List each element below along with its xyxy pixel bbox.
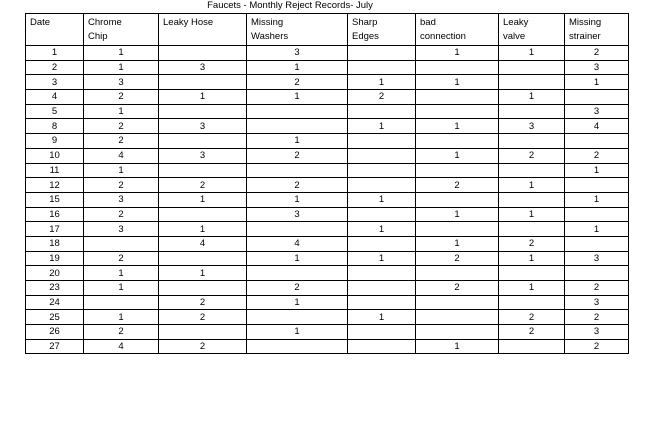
count-cell[interactable] [499,192,565,207]
count-cell[interactable]: 2 [348,90,416,105]
count-cell[interactable]: 3 [565,104,629,119]
date-cell[interactable]: 16 [26,207,84,222]
column-header-line: bad [420,17,436,28]
count-cell[interactable]: 1 [84,60,159,75]
count-cell[interactable] [416,325,499,340]
count-cell[interactable] [416,295,499,310]
count-cell[interactable]: 1 [416,236,499,251]
count-cell[interactable] [416,134,499,149]
column-header-line: Chrome [88,17,122,28]
count-cell[interactable] [348,281,416,296]
count-cell[interactable]: 1 [348,310,416,325]
count-cell[interactable]: 1 [416,148,499,163]
column-header[interactable] [159,14,247,46]
table-row [26,60,629,75]
count-cell[interactable] [348,178,416,193]
header-row [26,14,629,46]
count-cell[interactable] [565,134,629,149]
count-cell[interactable]: 1 [159,266,247,281]
count-cell[interactable]: 3 [159,60,247,75]
count-cell[interactable]: 3 [159,119,247,134]
count-cell[interactable] [348,295,416,310]
count-cell[interactable] [499,75,565,90]
count-cell[interactable]: 2 [565,148,629,163]
column-header-line [163,30,246,44]
count-cell[interactable] [348,163,416,178]
count-cell[interactable] [416,104,499,119]
count-cell[interactable]: 4 [159,236,247,251]
count-cell[interactable]: 3 [565,325,629,340]
count-cell[interactable]: 1 [84,46,159,61]
count-cell[interactable] [348,325,416,340]
count-cell[interactable]: 3 [499,119,565,134]
date-cell[interactable]: 20 [26,266,84,281]
count-cell[interactable]: 3 [84,75,159,90]
column-header[interactable] [348,14,416,46]
count-cell[interactable]: 3 [565,295,629,310]
count-cell[interactable]: 1 [499,207,565,222]
count-cell[interactable] [348,46,416,61]
date-cell[interactable]: 9 [26,134,84,149]
table-row [26,75,629,90]
column-header[interactable] [247,14,348,46]
count-cell[interactable] [159,163,247,178]
count-cell[interactable]: 1 [247,90,348,105]
count-cell[interactable] [348,60,416,75]
count-cell[interactable] [159,104,247,119]
count-cell[interactable]: 1 [565,222,629,237]
date-cell[interactable]: 1 [26,46,84,61]
count-cell[interactable] [499,295,565,310]
date-cell[interactable]: 4 [26,90,84,105]
table-row [26,90,629,105]
count-cell[interactable]: 1 [348,119,416,134]
column-header[interactable] [499,14,565,46]
count-cell[interactable] [416,90,499,105]
date-cell[interactable]: 25 [26,310,84,325]
table-row [26,207,629,222]
sheet-title: Faucets - Monthly Reject Records- July [207,0,373,11]
count-cell[interactable]: 3 [247,46,348,61]
column-header[interactable] [26,14,84,46]
count-cell[interactable]: 3 [159,148,247,163]
count-cell[interactable]: 1 [159,90,247,105]
count-cell[interactable] [247,104,348,119]
table-row [26,236,629,251]
column-header-line: Missing [251,17,284,28]
count-cell[interactable] [499,266,565,281]
column-header-line [30,30,83,44]
column-header-line: Edges [352,31,379,42]
count-cell[interactable]: 2 [159,178,247,193]
count-cell[interactable] [416,192,499,207]
date-cell[interactable]: 8 [26,119,84,134]
column-header-line: strainer [569,31,601,42]
count-cell[interactable]: 1 [348,192,416,207]
count-cell[interactable]: 2 [499,325,565,340]
count-cell[interactable]: 1 [499,178,565,193]
column-header[interactable] [416,14,499,46]
count-cell[interactable] [84,295,159,310]
table-row [26,163,629,178]
count-cell[interactable]: 2 [499,148,565,163]
count-cell[interactable]: 4 [565,119,629,134]
column-header[interactable] [565,14,629,46]
count-cell[interactable] [499,222,565,237]
column-header-line: Sharp [352,17,378,28]
date-cell[interactable]: 17 [26,222,84,237]
count-cell[interactable]: 2 [565,46,629,61]
table-row [26,104,629,119]
column-header-line: connection [420,31,466,42]
count-cell[interactable]: 1 [84,310,159,325]
count-cell[interactable]: 4 [247,236,348,251]
count-cell[interactable] [499,134,565,149]
table-row [26,281,629,296]
count-cell[interactable]: 2 [416,281,499,296]
count-cell[interactable] [416,310,499,325]
count-cell[interactable]: 2 [247,75,348,90]
count-cell[interactable] [247,222,348,237]
count-cell[interactable]: 3 [84,222,159,237]
count-cell[interactable]: 2 [416,251,499,266]
table-row [26,251,629,266]
column-header[interactable] [84,14,159,46]
count-cell[interactable]: 2 [247,178,348,193]
count-cell[interactable] [348,207,416,222]
count-cell[interactable]: 2 [247,148,348,163]
count-cell[interactable]: 2 [159,310,247,325]
count-cell[interactable]: 2 [499,236,565,251]
count-cell[interactable]: 3 [84,192,159,207]
column-header-line: Chip [88,31,108,42]
count-cell[interactable]: 1 [565,163,629,178]
count-cell[interactable]: 2 [84,134,159,149]
table-row [26,310,629,325]
count-cell[interactable]: 1 [416,46,499,61]
count-cell[interactable]: 1 [159,222,247,237]
date-cell[interactable]: 15 [26,192,84,207]
table-row [26,192,629,207]
column-header-line: Leaky Hose [163,17,214,28]
count-cell[interactable] [247,339,348,354]
date-cell[interactable]: 2 [26,60,84,75]
count-cell[interactable] [247,163,348,178]
count-cell[interactable] [416,163,499,178]
count-cell[interactable] [84,236,159,251]
count-cell[interactable]: 1 [247,60,348,75]
count-cell[interactable] [565,236,629,251]
count-cell[interactable]: 1 [348,222,416,237]
date-cell[interactable]: 19 [26,251,84,266]
count-cell[interactable]: 2 [159,339,247,354]
count-cell[interactable] [247,266,348,281]
table-row [26,266,629,281]
count-cell[interactable] [348,134,416,149]
count-cell[interactable] [499,104,565,119]
count-cell[interactable]: 2 [247,281,348,296]
date-cell[interactable]: 11 [26,163,84,178]
count-cell[interactable]: 2 [499,310,565,325]
count-cell[interactable]: 1 [416,75,499,90]
count-cell[interactable] [348,266,416,281]
column-header-line: Missing [569,17,602,28]
count-cell[interactable]: 2 [84,325,159,340]
table-row [26,134,629,149]
table-row [26,178,629,193]
table-row [26,222,629,237]
count-cell[interactable]: 2 [159,295,247,310]
count-cell[interactable]: 1 [348,75,416,90]
count-cell[interactable] [159,281,247,296]
date-cell[interactable]: 10 [26,148,84,163]
count-cell[interactable] [565,266,629,281]
count-cell[interactable]: 1 [247,295,348,310]
date-cell[interactable]: 18 [26,236,84,251]
count-cell[interactable]: 1 [499,251,565,266]
count-cell[interactable]: 1 [247,192,348,207]
count-cell[interactable] [565,90,629,105]
count-cell[interactable]: 3 [565,251,629,266]
date-cell[interactable]: 24 [26,295,84,310]
count-cell[interactable] [348,148,416,163]
count-cell[interactable]: 4 [84,339,159,354]
count-cell[interactable]: 2 [84,90,159,105]
count-cell[interactable] [159,46,247,61]
table-row [26,46,629,61]
count-cell[interactable]: 1 [499,90,565,105]
count-cell[interactable] [159,207,247,222]
date-cell[interactable]: 5 [26,104,84,119]
date-cell[interactable]: 12 [26,178,84,193]
count-cell[interactable] [247,310,348,325]
count-cell[interactable] [416,266,499,281]
count-cell[interactable] [159,75,247,90]
count-cell[interactable] [499,163,565,178]
count-cell[interactable]: 1 [247,134,348,149]
date-cell[interactable]: 23 [26,281,84,296]
count-cell[interactable]: 1 [84,281,159,296]
count-cell[interactable] [416,222,499,237]
table-row [26,119,629,134]
count-cell[interactable]: 2 [84,178,159,193]
column-header-line: valve [503,31,526,42]
count-cell[interactable]: 1 [159,192,247,207]
count-cell[interactable]: 1 [247,325,348,340]
count-cell[interactable]: 1 [565,192,629,207]
count-cell[interactable] [159,251,247,266]
count-cell[interactable]: 2 [416,178,499,193]
count-cell[interactable]: 3 [247,207,348,222]
count-cell[interactable] [565,207,629,222]
count-cell[interactable]: 2 [84,251,159,266]
count-cell[interactable]: 3 [565,60,629,75]
table-row [26,148,629,163]
table-row [26,339,629,354]
count-cell[interactable] [499,60,565,75]
count-cell[interactable]: 2 [565,281,629,296]
reject-records-table [25,13,629,354]
count-cell[interactable]: 1 [247,251,348,266]
count-cell[interactable] [348,339,416,354]
count-cell[interactable] [565,178,629,193]
count-cell[interactable] [159,325,247,340]
count-cell[interactable] [247,119,348,134]
count-cell[interactable]: 2 [84,119,159,134]
column-header-line: Leaky [503,17,529,28]
date-cell[interactable]: 26 [26,325,84,340]
count-cell[interactable]: 1 [416,339,499,354]
count-cell[interactable] [159,134,247,149]
table-row [26,325,629,340]
column-header-line: Date [30,17,51,28]
count-cell[interactable] [348,236,416,251]
count-cell[interactable]: 1 [499,46,565,61]
column-header-line: Washers [251,31,289,42]
count-cell[interactable]: 2 [565,339,629,354]
count-cell[interactable]: 1 [84,104,159,119]
count-cell[interactable]: 1 [565,75,629,90]
count-cell[interactable]: 4 [84,148,159,163]
count-cell[interactable]: 1 [416,207,499,222]
count-cell[interactable]: 1 [499,281,565,296]
count-cell[interactable] [416,60,499,75]
table-row [26,295,629,310]
count-cell[interactable]: 2 [84,207,159,222]
count-cell[interactable] [348,104,416,119]
date-cell[interactable]: 3 [26,75,84,90]
count-cell[interactable]: 2 [565,310,629,325]
count-cell[interactable]: 1 [348,251,416,266]
date-cell[interactable]: 27 [26,339,84,354]
count-cell[interactable] [499,339,565,354]
count-cell[interactable]: 1 [84,163,159,178]
count-cell[interactable]: 1 [416,119,499,134]
count-cell[interactable]: 1 [84,266,159,281]
